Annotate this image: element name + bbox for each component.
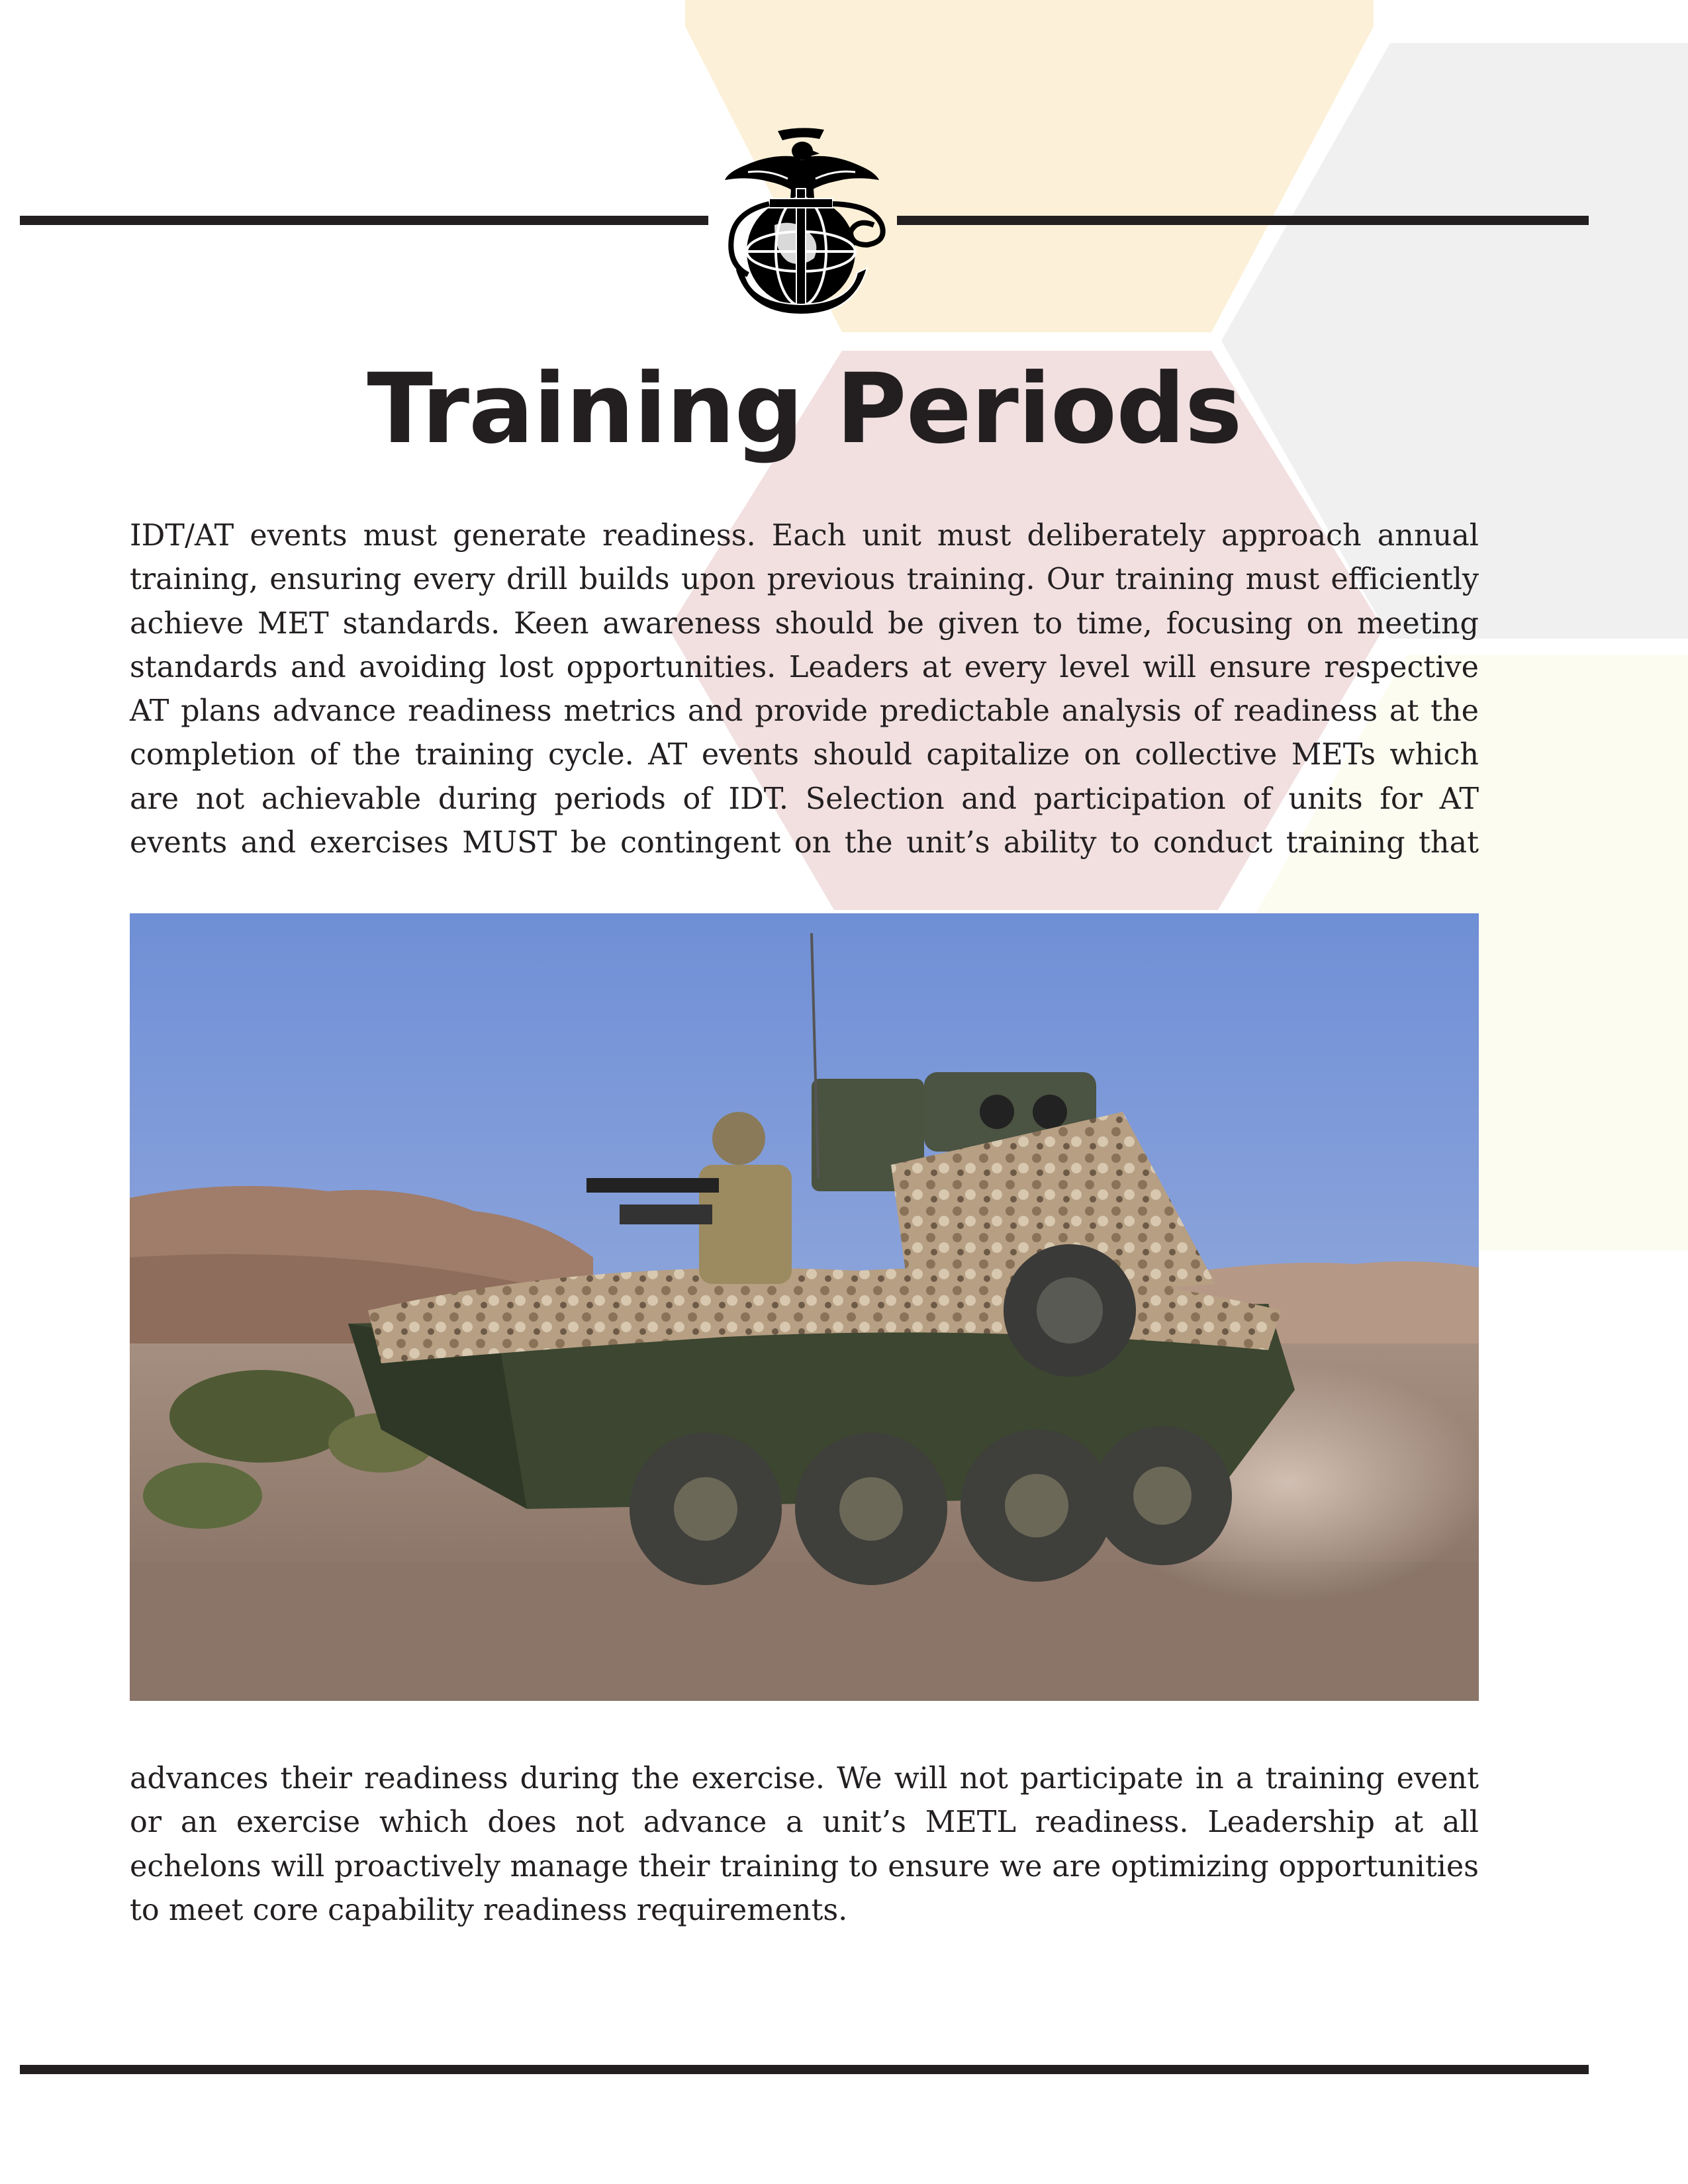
eagle-globe-anchor-icon: [708, 126, 894, 318]
body-paragraph-intro: IDT/AT events must generate readiness. Each unit must deliberately approach annual training, ensuring every drill builds upon previous training. Our training must efficiently achieve MET standards. Keen awareness should be given to time, focusing on meeting standards and avoiding lost opportunities. Leaders at every level will ensure respective AT plans advance readiness metrics and provide predictable analysis of readiness at the completion of the training cycle. AT events should capitalize on collective METs which are not achievable during periods of IDT. Selection and participation of units for AT events and exercises MUST be contingent on the unit’s ability to conduct training that: [130, 519, 1479, 860]
header-rule-right: [897, 216, 1589, 225]
body-paragraph-continuation: advances their readiness during the exercise. We will not participate in a training event or an exercise which does not advance a unit’s METL readiness. Leadership at all echelons will proactively manage their training to ensure we are optimizing opportunities to meet core capability readiness requirements.: [130, 1762, 1479, 1927]
armored-vehicle-desert-photo: [130, 913, 1479, 1701]
page-title: Training Periods: [367, 353, 1242, 465]
footer-rule: [20, 2065, 1589, 2074]
header-rule-left: [20, 216, 708, 225]
